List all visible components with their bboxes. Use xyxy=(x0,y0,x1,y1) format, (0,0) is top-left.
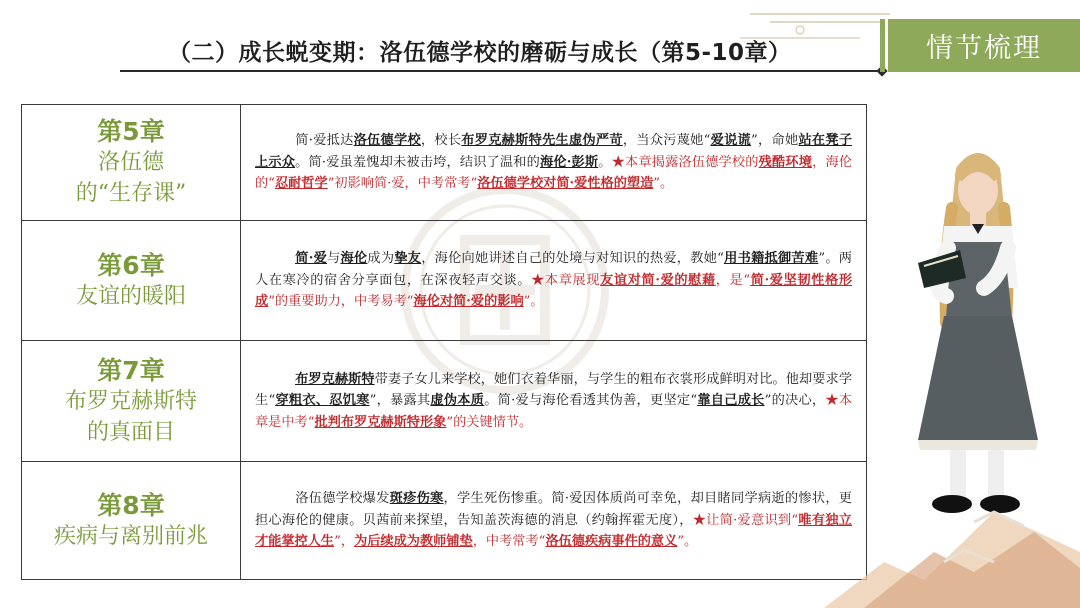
description-segment: 简·爱 xyxy=(295,251,328,267)
description-segment: ，中考常考“ xyxy=(472,534,546,550)
description-segment: ，校长 xyxy=(420,133,462,149)
table-row xyxy=(22,221,867,341)
chapter-cell xyxy=(22,462,241,580)
description-segment: 忍耐哲学 xyxy=(274,176,328,192)
description-segment: 洛伍德学校对简·爱性格的塑造 xyxy=(477,176,654,192)
description-segment: ”， xyxy=(334,534,355,550)
description-segment: 。★本章揭露洛伍德学校的 xyxy=(598,154,759,170)
description-segment: 与 xyxy=(327,251,341,267)
description-segment: ”的关键情节。 xyxy=(446,414,533,430)
chapter-number: 第7章 xyxy=(97,355,165,385)
description-segment: 简·爱坚韧性格形成 xyxy=(255,272,853,310)
description-segment: ”的重要助力，中考易考“ xyxy=(268,294,414,310)
title-underline xyxy=(120,70,880,72)
table-row xyxy=(22,462,867,580)
description-segment: ”。 xyxy=(523,294,544,310)
description-segment: ，海伦的“ xyxy=(255,154,853,192)
chapter-cell xyxy=(22,105,241,221)
description-segment: 布罗克赫斯特先生虚伪严苛 xyxy=(461,133,623,149)
description-segment: ”。 xyxy=(653,176,674,192)
description-segment: 洛伍德疾病事件的意义 xyxy=(545,534,678,550)
description-segment: 靠自己成长 xyxy=(697,393,765,409)
description-segment: 批判布罗克赫斯特形象 xyxy=(314,414,447,430)
description-segment: 挚友 xyxy=(394,251,422,267)
description-segment: 站在凳子上示众 xyxy=(255,133,853,170)
description-segment: 带妻子女儿来学校，她们衣着华丽，与学生的粗布衣裳形成鲜明对比。他却要求学生“ xyxy=(255,371,853,409)
description-segment: 。简·爱虽羞愧却未被击垮，结识了温和的 xyxy=(295,154,541,170)
description-segment: ”，暴露其 xyxy=(369,393,431,409)
description-segment: ，是“ xyxy=(715,272,751,288)
chapter-name: 友谊的暖阳 xyxy=(75,283,186,309)
description-segment: 虚伪本质 xyxy=(430,393,485,409)
chapter-name: 布罗克赫斯特 xyxy=(64,388,197,414)
table-row xyxy=(22,105,867,221)
chapter-cell xyxy=(22,221,241,341)
description-segment: 穿粗衣、忍饥寒 xyxy=(275,393,370,409)
description-segment: 洛伍德学校爆发 xyxy=(295,491,390,507)
chapter-description xyxy=(241,105,867,221)
section-title: （二）成长蜕变期：洛伍德学校的磨砺与成长（第5-10章） xyxy=(168,40,792,66)
chapter-cell xyxy=(22,341,241,462)
chapter-name: 洛伍德 xyxy=(97,150,164,175)
description-segment: 海伦对简·爱的影响 xyxy=(413,294,524,310)
description-segment: 唯有独立才能掌控人生 xyxy=(255,512,852,550)
description-segment: 海伦·彭斯 xyxy=(540,154,599,170)
section-tag: 情节梳理 xyxy=(888,19,1080,72)
chapter-name: 的“生存课” xyxy=(75,181,187,206)
description-segment: 斑疹伤寒 xyxy=(389,491,444,507)
description-segment: ”，命她 xyxy=(751,133,799,149)
description-segment: ★本章是中考“ xyxy=(255,393,853,430)
description-segment: 洛伍德学校 xyxy=(353,133,421,149)
chapter-name: 疾病与离别前兆 xyxy=(53,523,208,549)
chapter-number: 第8章 xyxy=(97,490,165,520)
description-segment: 爱说谎 xyxy=(710,133,752,149)
description-segment: ★本章展现 xyxy=(531,272,601,288)
description-segment: 为后续成为教师铺垫 xyxy=(354,534,473,550)
description-segment: 成为 xyxy=(367,251,395,267)
description-segment: ，当众污蔑她“ xyxy=(622,133,711,149)
description-segment: ”。两人在寒冷的宿舍分享面包，在深夜轻声交谈。 xyxy=(255,251,852,288)
chapter-number: 第6章 xyxy=(97,250,165,280)
chapter-number: 第5章 xyxy=(97,117,165,146)
description-segment: 布罗克赫斯特 xyxy=(295,371,375,387)
description-segment: 简·爱抵达 xyxy=(295,133,354,149)
description-segment: ”初影响简·爱，中考常考“ xyxy=(327,176,478,192)
description-segment: ”。 xyxy=(677,534,698,550)
description-segment: ”的决心， xyxy=(764,393,826,409)
table-row xyxy=(22,341,867,462)
girl-reading-illustration xyxy=(888,138,1068,538)
description-segment: 残酷环境 xyxy=(758,154,813,170)
description-segment: ，海伦向她讲述自己的处境与对知识的热爱，教她“ xyxy=(421,251,724,267)
chapter-description xyxy=(241,462,867,580)
chapter-name: 的真面目 xyxy=(86,419,175,445)
description-segment: 海伦 xyxy=(340,251,368,267)
tag-stripe xyxy=(880,19,885,72)
chapter-description xyxy=(241,221,867,341)
description-segment: 友谊对简·爱的慰藉 xyxy=(600,272,716,288)
description-segment: 用书籍抵御苦难 xyxy=(723,251,819,267)
description-segment: 。简·爱与海伦看透其伪善，更坚定“ xyxy=(484,393,698,409)
chapter-description xyxy=(241,341,867,462)
plot-table xyxy=(21,104,867,580)
description-segment: ，学生死伤惨重。简·爱因体质尚可幸免，却目睹同学病逝的惨状，更担心海伦的健康。贝茜前来探望，告知盖茨海德的消息（约翰挥霍无度）， xyxy=(255,491,852,528)
description-segment: ★让简·爱意识到“ xyxy=(692,512,799,528)
mountain-decoration xyxy=(824,492,1080,608)
